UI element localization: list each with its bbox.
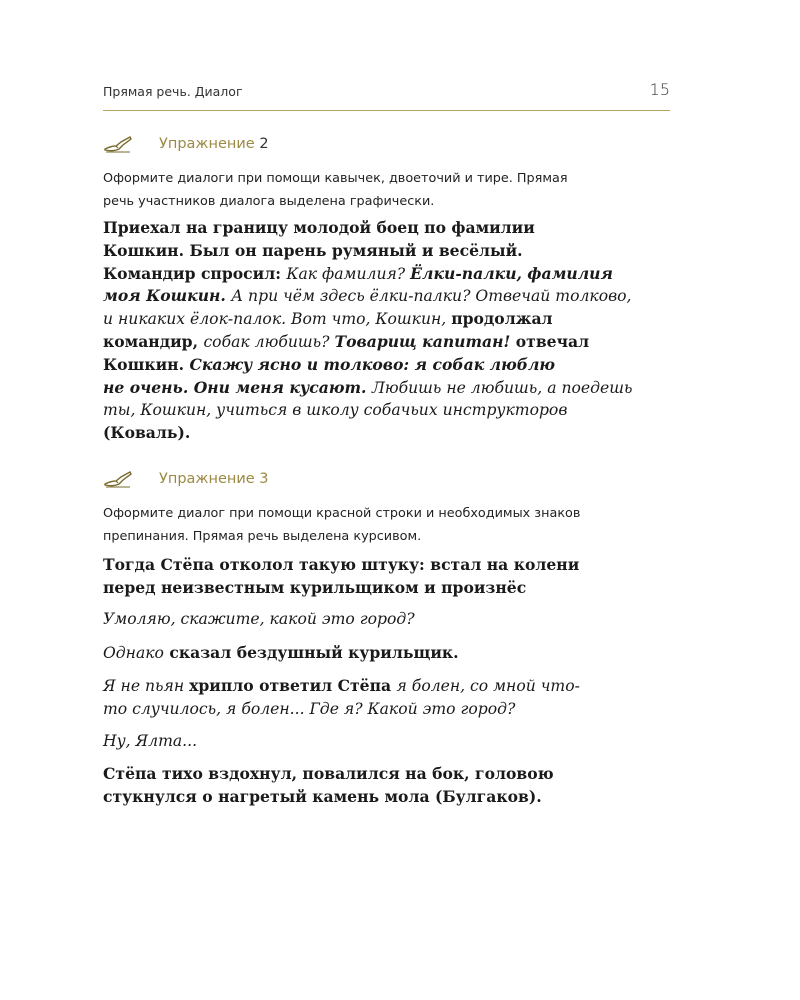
pen-hand-icon	[103, 469, 133, 489]
text-line: Командир спросил: Как фамилия? Ёлки-палки, фамилия	[103, 263, 613, 283]
text-line: и никаких ёлок-палок. Вот что, Кошкин, продолжал	[103, 309, 553, 329]
text-line: не очень. Они меня кусают. Любишь не любишь, а поедешь	[103, 377, 633, 397]
exercise-3-paragraph-6	[103, 763, 678, 809]
task-line: речь участников диалога выделена графически.	[103, 194, 435, 209]
exercise-2-number: 2	[259, 136, 269, 152]
pen-hand-icon	[103, 134, 133, 154]
text-line: Умоляю, скажите, какой это город?	[103, 610, 415, 628]
exercise-3-heading	[103, 468, 269, 490]
task-line: Оформите диалог при помощи красной строки и необходимых знаков	[103, 506, 581, 521]
text-line: перед неизвестным курильщиком и произнёс	[103, 577, 527, 597]
exercise-2-heading	[103, 133, 269, 155]
exercise-3-paragraph-3	[103, 642, 678, 665]
text-line: Кошкин. Был он парень румяный и весёлый.	[103, 240, 523, 260]
text-line: Кошкин. Скажу ясно и толково: я собак люблю	[103, 354, 556, 374]
text-line: Ну, Ялта...	[103, 732, 198, 750]
exercise-3-paragraph-1	[103, 554, 678, 600]
text-line: ты, Кошкин, учиться в школу собачьих инструкторов	[103, 401, 568, 420]
page-number: 15	[649, 80, 670, 99]
exercise-2-text	[103, 217, 678, 445]
exercise-2-label: Упражнение 2	[159, 136, 269, 152]
exercise-3-paragraph-2	[103, 608, 678, 631]
exercise-3-paragraph-4	[103, 675, 678, 721]
text-line: Я не пьян хрипло ответил Стёпа я болен, со мной что-	[103, 676, 580, 695]
exercise-3-paragraph-5	[103, 730, 678, 753]
text-line: Тогда Стёпа отколол такую штуку: встал на колени	[103, 555, 580, 574]
text-line: стукнулся о нагретый камень мола (Булгаков).	[103, 786, 542, 806]
text-line: Стёпа тихо вздохнул, повалился на бок, головою	[103, 764, 554, 783]
text-line: то случилось, я болен... Где я? Какой это город?	[103, 699, 516, 718]
running-header	[103, 80, 670, 111]
text-line: Однако сказал бездушный курильщик.	[103, 643, 459, 662]
exercise-3-task	[103, 502, 678, 548]
exercise-3-label: Упражнение 3	[159, 471, 269, 487]
task-line: препинания. Прямая речь выделена курсивом.	[103, 529, 422, 544]
text-line: Приехал на границу молодой боец по фамилии	[103, 218, 535, 237]
exercise-2-task	[103, 167, 678, 213]
text-line: (Коваль).	[103, 423, 191, 443]
text-line: командир, собак любишь? Товарищ капитан! отвечал	[103, 331, 590, 351]
text-line: моя Кошкин. А при чём здесь ёлки-палки? Отвечай толково,	[103, 286, 632, 306]
task-line: Оформите диалоги при помощи кавычек, двоеточий и тире. Прямая	[103, 171, 568, 186]
header-title: Прямая речь. Диалог	[103, 84, 243, 99]
